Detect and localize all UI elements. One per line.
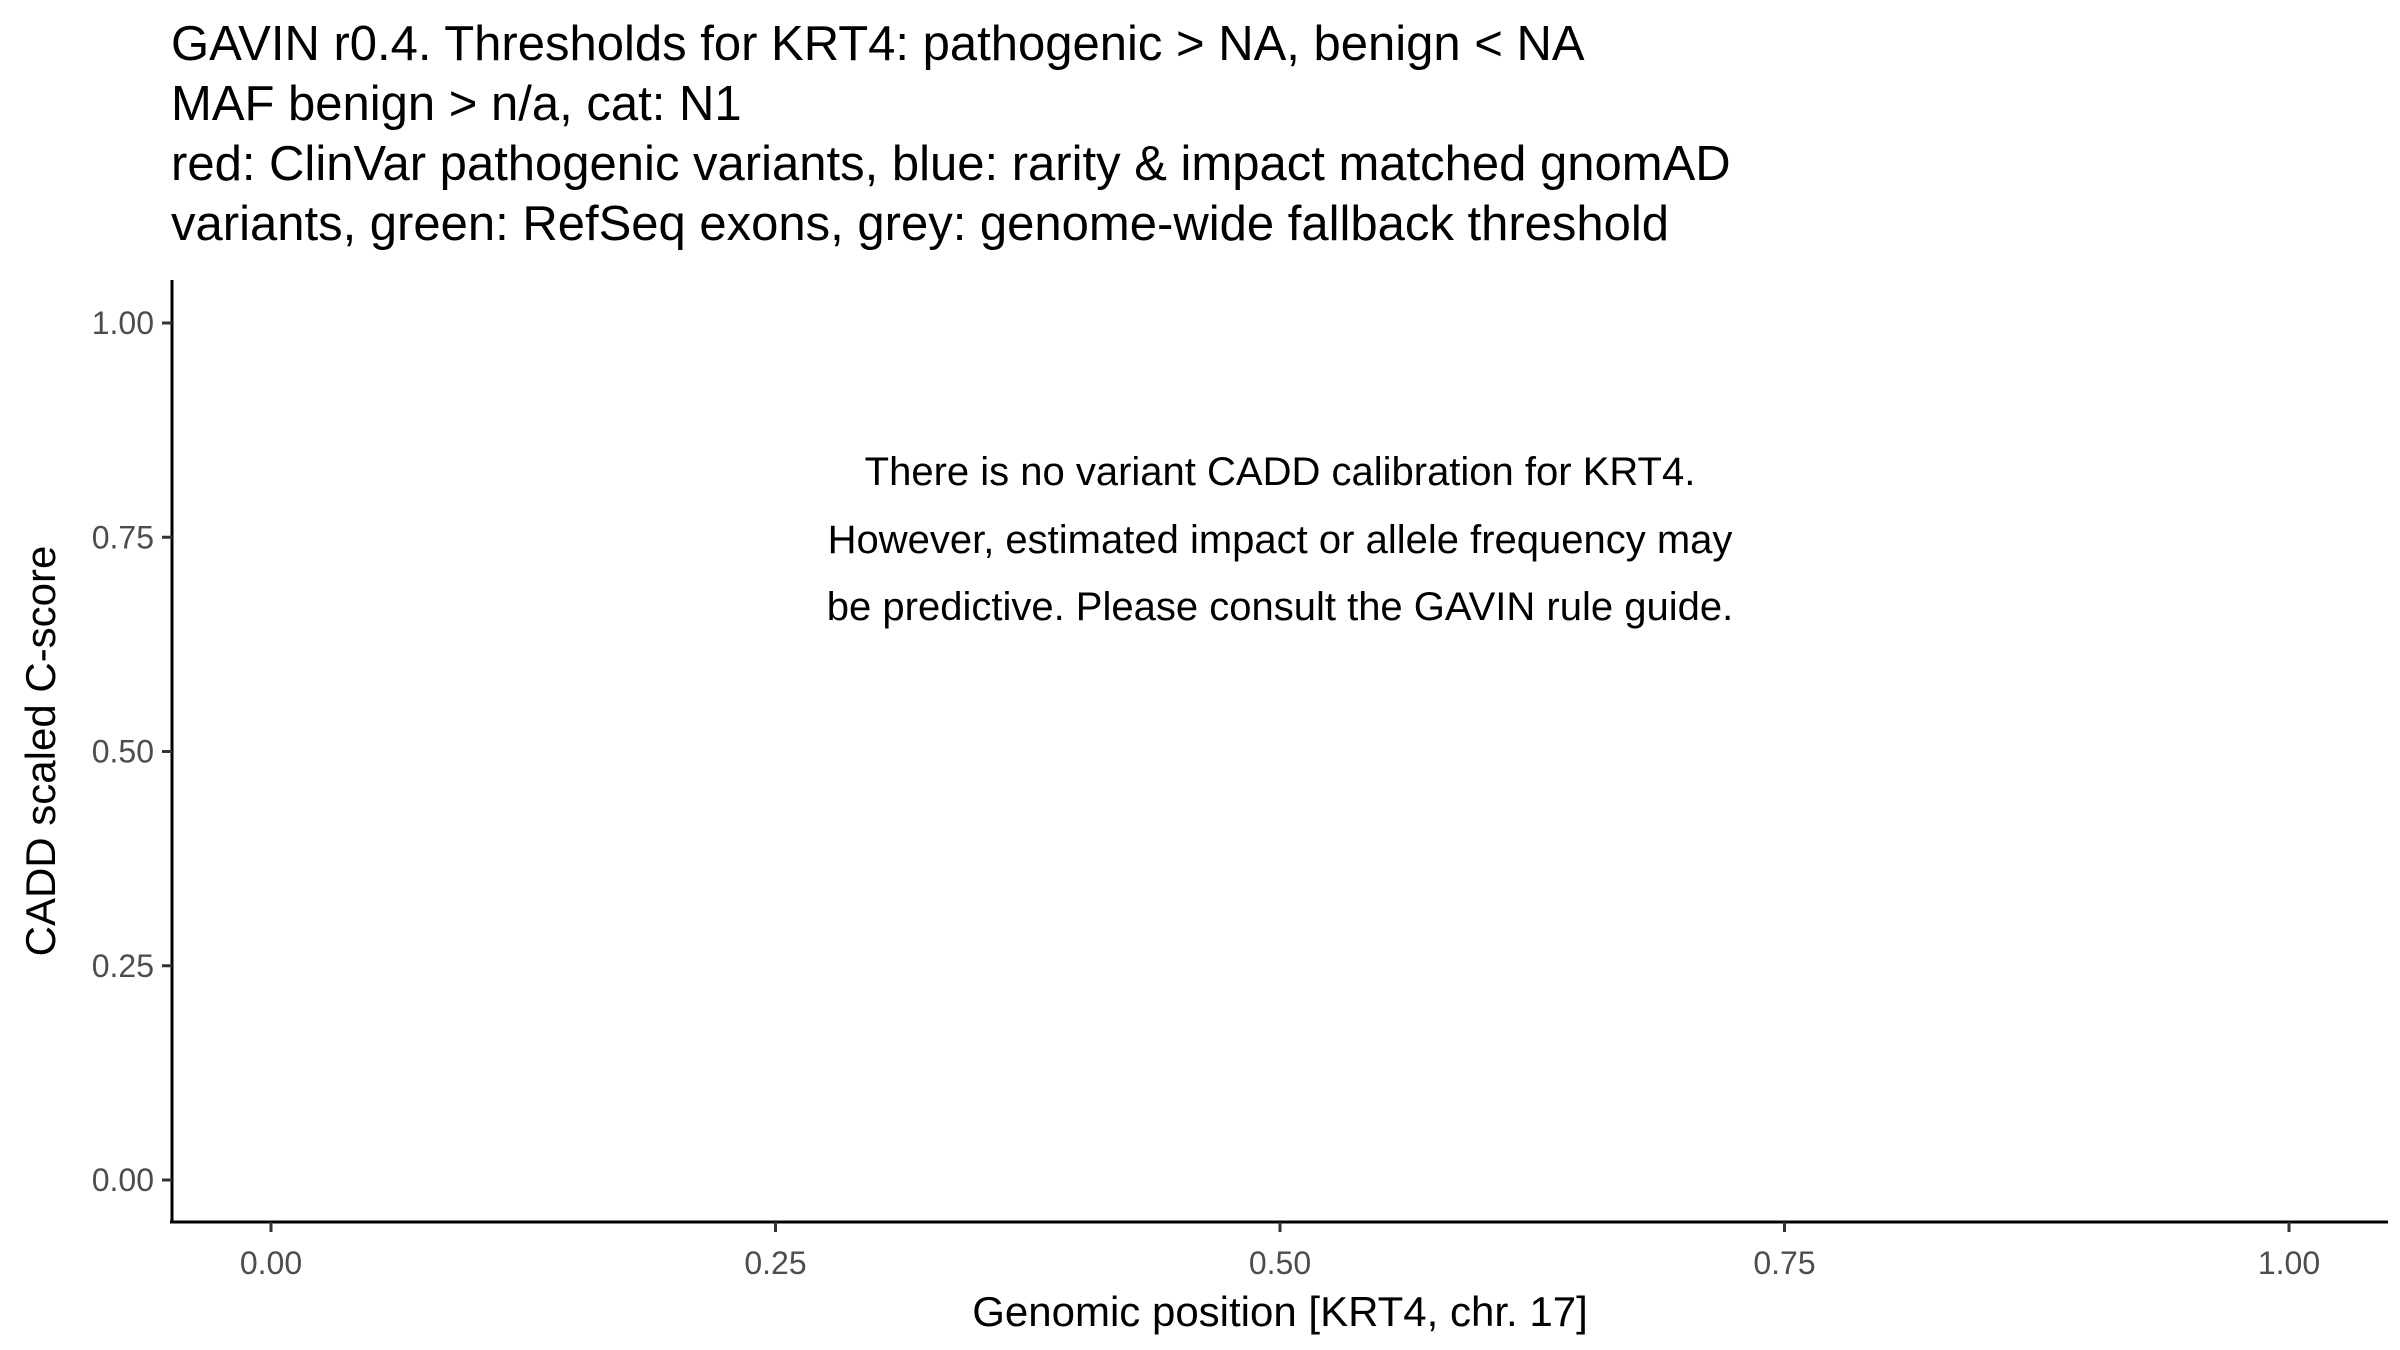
annotation-line-3: be predictive. Please consult the GAVIN rule guide.	[826, 585, 1734, 629]
no-calibration-annotation	[827, 450, 1733, 629]
chart-title	[171, 17, 1731, 251]
annotation-line-1: There is no variant CADD calibration for KRT4.	[864, 450, 1696, 494]
y-tick-label: 0.00	[91, 1162, 154, 1198]
title-line-2: MAF benign > n/a, cat: N1	[171, 77, 742, 131]
y-axis-title: CADD scaled C-score	[17, 545, 64, 957]
title-line-3: red: ClinVar pathogenic variants, blue: rarity & impact matched gnomAD	[171, 137, 1731, 191]
title-line-1: GAVIN r0.4. Thresholds for KRT4: pathogenic > NA, benign < NA	[171, 17, 1585, 71]
y-axis-ticks	[92, 305, 172, 1198]
y-tick-label: 0.75	[91, 519, 154, 556]
x-tick-label: 0.25	[744, 1245, 807, 1281]
x-axis-ticks	[240, 1222, 2320, 1281]
y-tick-label: 0.25	[91, 947, 154, 984]
x-tick-label: 0.00	[239, 1245, 303, 1281]
x-tick-label: 1.00	[2257, 1245, 2321, 1281]
y-tick-label: 1.00	[91, 305, 154, 341]
title-line-4: variants, green: RefSeq exons, grey: genome-wide fallback threshold	[171, 197, 1670, 251]
annotation-line-2: However, estimated impact or allele frequency may	[827, 518, 1733, 562]
x-tick-label: 0.50	[1248, 1245, 1312, 1281]
x-axis-title: Genomic position [KRT4, chr. 17]	[972, 1288, 1588, 1335]
x-tick-label: 0.75	[1753, 1245, 1816, 1281]
y-tick-label: 0.50	[91, 733, 154, 770]
